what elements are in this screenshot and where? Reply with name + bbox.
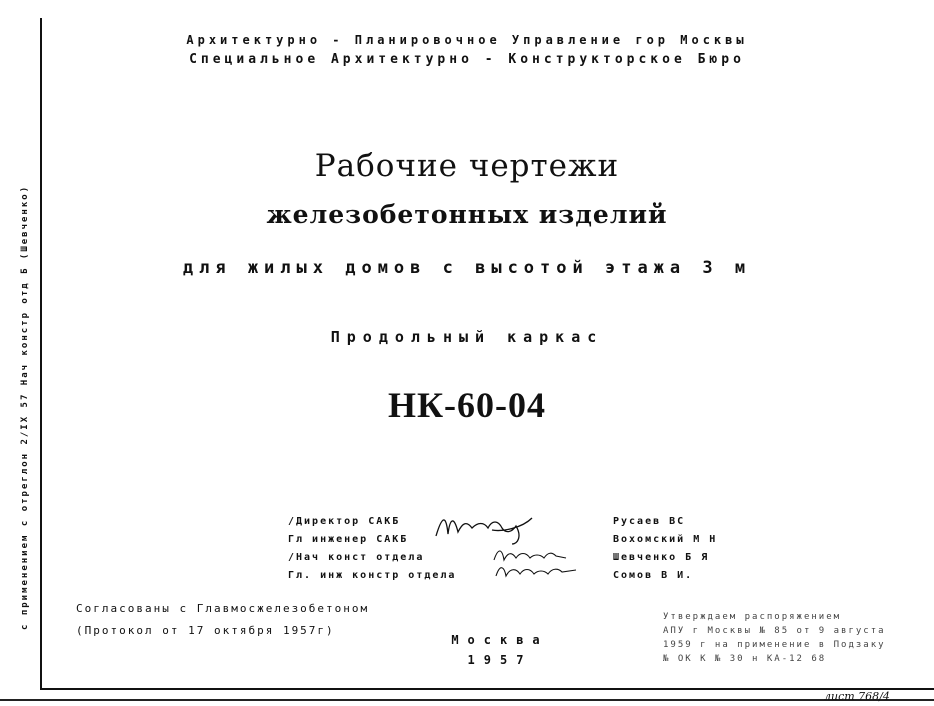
agreement-note — [76, 598, 369, 642]
frame-type: Продольный каркас — [330, 328, 604, 346]
signatory-title: /Директор САКБ — [288, 516, 401, 527]
place-year — [440, 630, 560, 670]
signatory-name: Шевченко Б Я — [613, 552, 710, 563]
signatory-names — [613, 513, 753, 585]
signatory-name: Сомов В И. — [613, 570, 694, 581]
side-stamp-text: с применением с отреглон 2/IX 57 Нач констр отд Б (Шевченко) — [20, 184, 30, 630]
sheet-number: лист 768/4 — [824, 690, 890, 703]
signatory-title: /Нач конст отдела — [288, 552, 425, 563]
signatory-name: Русаев ВС — [613, 516, 686, 527]
document-subtitle: железобетонных изделий — [266, 200, 668, 229]
handwritten-signature-2 — [490, 544, 570, 564]
frame-bottom-edge — [0, 699, 934, 701]
frame-left-border — [40, 18, 42, 688]
handwritten-signature-1 — [432, 506, 536, 546]
signatory-title: Гл инженер САКБ — [288, 534, 409, 545]
year: 1957 — [467, 653, 533, 667]
signatory-title: Гл. инж констр отдела — [288, 570, 457, 581]
series-code: НК-60-04 — [387, 385, 547, 425]
agreement-line-1: Согласованы с Главмосжелезобетоном — [76, 602, 370, 615]
handwritten-signature-3 — [492, 562, 578, 582]
approval-line: АПУ г Москвы № 85 от 9 августа — [663, 626, 886, 636]
approval-line: № ОК К № 30 н КА-12 68 — [663, 654, 827, 664]
frame-bottom-border — [40, 688, 934, 690]
agreement-line-2: (Протокол от 17 октября 1957г) — [76, 624, 335, 637]
city: Москва — [451, 633, 549, 647]
org-line-1: Архитектурно - Планировочное Управление гор Москвы — [186, 33, 748, 47]
signatory-name: Вохомский М Н — [613, 534, 718, 545]
document-purpose: для жилых домов с высотой этажа 3 м — [182, 258, 752, 278]
approval-line: Утверждаем распоряжением — [663, 612, 842, 622]
organization-header — [0, 30, 934, 70]
org-line-2: Специальное Архитектурно - Конструкторское Бюро — [189, 52, 745, 67]
approval-stamp — [663, 610, 886, 666]
document-title: Рабочие чертежи — [314, 148, 620, 184]
approval-line: 1959 г на применение в Подзаку — [663, 640, 886, 650]
